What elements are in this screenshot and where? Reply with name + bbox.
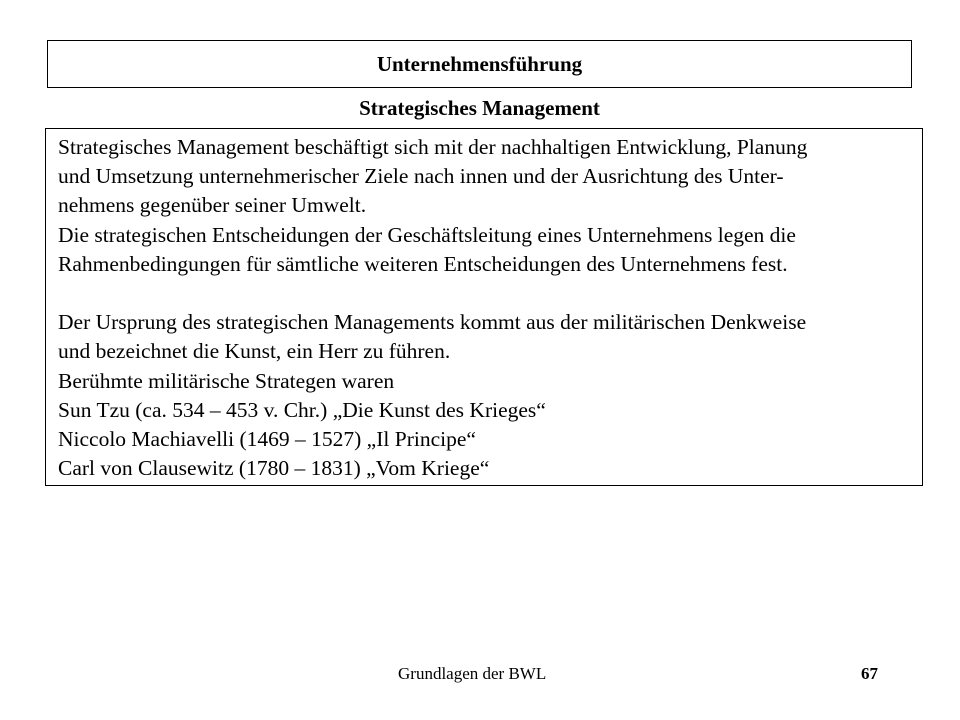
text-line: und Umsetzung unternehmerischer Ziele nach innen und der Ausrichtung des Unter-: [58, 164, 784, 189]
text-line: nehmens gegenüber seiner Umwelt.: [58, 193, 367, 218]
text-line: Rahmenbedingungen für sämtliche weiteren Entscheidungen des Unternehmens fest.: [58, 251, 788, 276]
text-line: und bezeichnet die Kunst, ein Herr zu führen.: [58, 339, 451, 364]
strategist-item: Niccolo Machiavelli (1469 – 1527) „Il Principe“: [58, 427, 476, 452]
strategist-item: Carl von Clausewitz (1780 – 1831) „Vom Kriege“: [58, 456, 490, 481]
text-line: Berühmte militärische Strategen waren: [58, 368, 395, 393]
footer-page-number: 67: [861, 664, 878, 683]
slide-title-box: [47, 40, 912, 88]
text-line: Der Ursprung des strategischen Managements kommt aus der militärischen Denkweise: [58, 310, 807, 335]
footer-course: Grundlagen der BWL: [398, 664, 547, 683]
text-line: Strategisches Management beschäftigt sich mit der nachhaltigen Entwicklung, Planung: [58, 135, 808, 159]
content-box: [45, 128, 923, 486]
paragraph-spacer: [58, 279, 912, 308]
slide-title: Unternehmensführung: [376, 51, 583, 76]
text-line: Die strategischen Entscheidungen der Geschäftsleitung eines Unternehmens legen die: [58, 222, 796, 247]
strategist-item: Sun Tzu (ca. 534 – 453 v. Chr.) „Die Kunst des Krieges“: [58, 397, 546, 422]
slide-subtitle: Strategisches Management: [359, 96, 600, 120]
